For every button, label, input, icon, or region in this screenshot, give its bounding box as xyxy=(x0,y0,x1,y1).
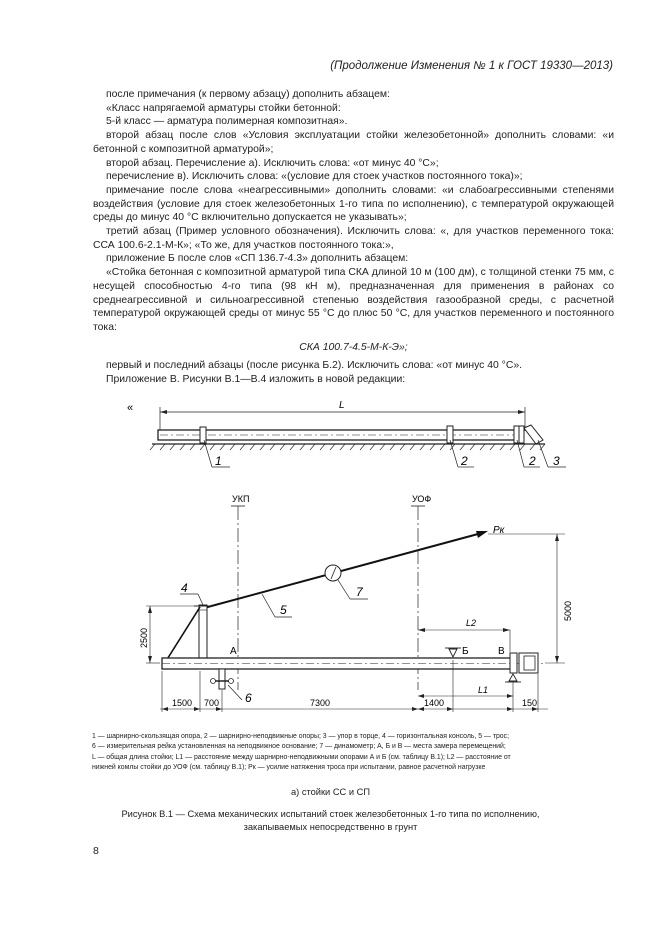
dimension-bottom: 7300 xyxy=(310,698,331,708)
callout-number: 5 xyxy=(280,603,287,617)
dimension-l2: L2 xyxy=(466,618,477,628)
callout-number: 1 xyxy=(215,454,222,468)
paragraph: после примечания (к первому абзацу) дополнить абзацем: xyxy=(106,89,390,100)
legend-line: нижней комлы стойки до УОФ (см. таблицу В.1); Pк — усилие натяжения троса при испытании, равное расчетной нагрузке xyxy=(92,763,486,771)
point-label: В xyxy=(498,646,505,657)
page-header: (Продолжение Изменения № 1 к ГОСТ 19330—2013) xyxy=(330,60,613,72)
designation-formula: СКА 100.7-4.5-М-К-Э»; xyxy=(299,341,408,353)
page-number: 8 xyxy=(93,845,99,857)
dimension-bottom: 1500 xyxy=(172,698,193,708)
paragraph: перечисление в). Исключить слова: «(условие для стоек участков постоянного тока)»; xyxy=(106,171,523,183)
paragraph: «Класс напрягаемой арматуры стойки бетонной: xyxy=(106,102,341,114)
dimension-vertical: 2500 xyxy=(139,627,149,648)
legend-line: 1 — шарнирно-скользящая опора, 2 — шарнирно-неподвижные опоры; 3 — упор в торце, 4 — горизонтальная консоль, 5 — трос; xyxy=(92,733,509,740)
point-label: А xyxy=(230,646,237,657)
figure-pole-supports xyxy=(0,395,661,480)
callout-number: 7 xyxy=(356,585,363,599)
dimension-bottom: 1400 xyxy=(424,698,445,708)
section-label-ukp: УКП xyxy=(232,494,250,504)
paragraph: приложение Б после слов «СП 136.7-4.3» дополнить абзацем: xyxy=(106,253,409,265)
dimension-vertical: 5000 xyxy=(563,600,573,621)
caption-line: Рисунок В.1 — Схема механических испытаний стоек железобетонных 1-го типа по исполнению, xyxy=(121,809,540,819)
force-label: Pк xyxy=(493,525,505,536)
figure-caption xyxy=(0,808,661,833)
point-label: Б xyxy=(462,646,469,657)
paragraph: второй абзац после слов «Условия эксплуатации стойки железобетонной» дополнить словами: «и бетонной с композитной арматурой»; xyxy=(93,130,614,155)
dimension-label-l: L xyxy=(339,400,345,411)
dimension-bottom: 150 xyxy=(522,698,538,708)
callout-number: 4 xyxy=(181,581,188,595)
legend-line: 6 — измерительная рейка установленная на неподвижное основание; 7 — динамометр; А, Б и В — места замера перемещений; xyxy=(92,743,506,751)
legend-line: L — общая длина стойки; L1 — расстояние между шарнирно-неподвижными опорами А и Б (см. таблицу В.1); L2 — расстояние от xyxy=(92,753,511,761)
paragraph: 5-й класс — арматура полимерная композитная». xyxy=(106,116,348,128)
callout-number: 2 xyxy=(529,454,536,468)
body-text xyxy=(93,88,614,387)
quote-mark: « xyxy=(127,402,134,414)
dimension-l1: L1 xyxy=(478,685,489,695)
figure-legend xyxy=(92,732,616,773)
section-label-uof: УОФ xyxy=(412,494,432,504)
callout-number: 6 xyxy=(245,691,252,705)
paragraph: второй абзац. Перечисление а). Исключить слова: «от минус 40 °С»; xyxy=(106,157,439,169)
callout-number: 2 xyxy=(461,454,468,468)
paragraph: первый и последний абзацы (после рисунка Б.2). Исключить слова: «от минус 40 °С». xyxy=(106,360,523,372)
caption-line: закапываемых непосредственно в грунт xyxy=(243,821,418,832)
dimension-bottom: 700 xyxy=(204,698,220,708)
figure-test-scheme xyxy=(0,490,661,730)
paragraph: «Стойка бетонная с композитной арматурой типа СКА длиной 10 м (100 дм), с толщиной стенки 75 мм, с несущей способностью 4-го типа (98 кН м), предназначенная для применения в районах со среднеагрессивной и сильноагрессивной степенью воздействия газообразной среды, с расчетной температурой окружающей среды от минус 55 °С до плюс 50 °С, для участков переменного и постоянного тока: xyxy=(93,267,614,333)
figure-subcaption: а) стойки СС и СП xyxy=(290,787,371,797)
paragraph: Приложение В. Рисунки В.1—В.4 изложить в новой редакции: xyxy=(106,374,406,386)
paragraph: третий абзац (Пример условного обозначения). Исключить слова: «, для участков переменного тока: ССА 100.6-2.1-М-К»; «То же, для участков постоянного тока:», xyxy=(93,226,614,251)
callout-number: 3 xyxy=(553,454,560,468)
paragraph: примечание после слова «неагрессивными» дополнить словами: «и слабоагрессивными степенями воздействия (условие для стоек железобетонных 1-го типа по исполнению), с температурой окружающей среды до минус 40 °С включительно допускается не указывать»; xyxy=(93,184,614,224)
